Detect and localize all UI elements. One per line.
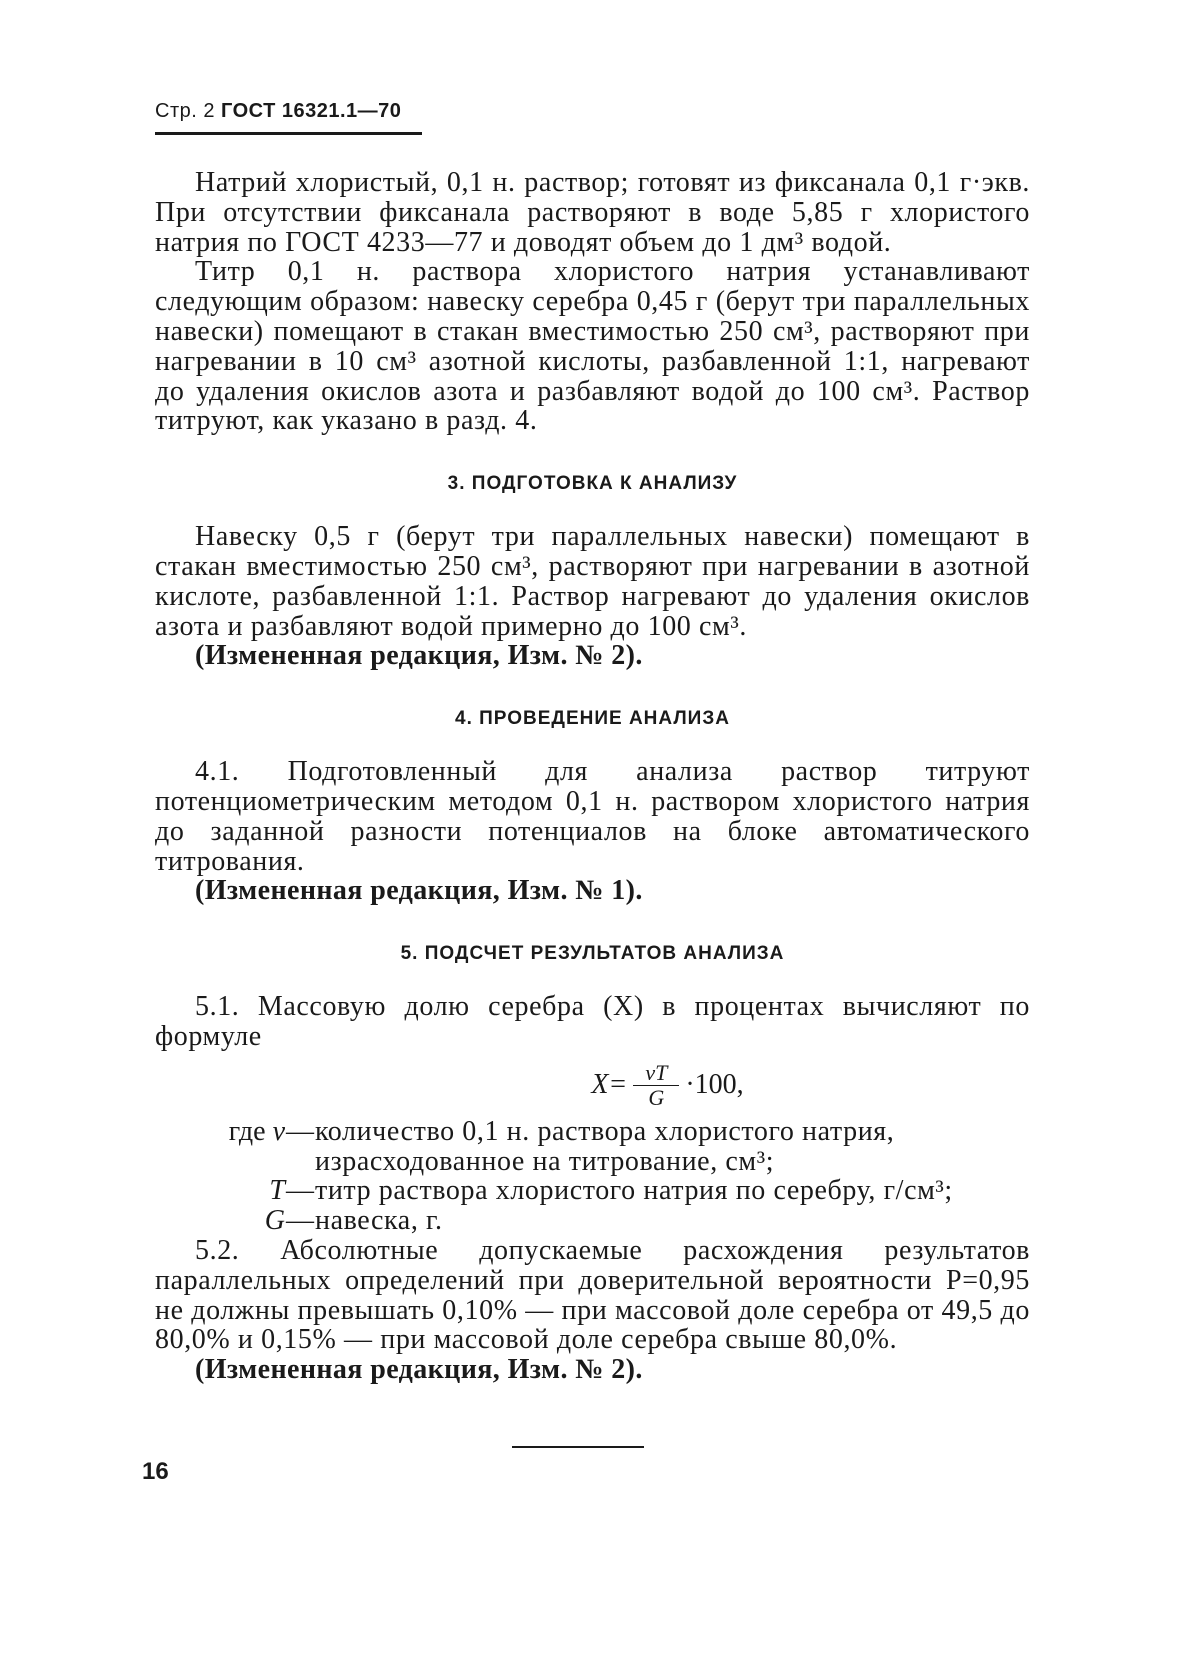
page-number: 16 — [142, 1458, 169, 1485]
formula — [305, 1059, 1030, 1110]
definition-dash: — — [286, 1205, 314, 1237]
section-3-heading: 3. ПОДГОТОВКА К АНАЛИЗУ — [447, 473, 738, 495]
definition-symbol: v — [272, 1115, 285, 1147]
formula-lhs: X= — [591, 1069, 628, 1101]
formula-numerator: vT — [633, 1062, 679, 1086]
definition-dash: — — [286, 1115, 314, 1147]
definition-row — [155, 1117, 1030, 1177]
definition-dash: — — [286, 1175, 314, 1207]
section-4-heading: 4. ПРОВЕДЕНИЕ АНАЛИЗА — [455, 708, 730, 730]
definitions-list — [155, 1117, 1030, 1236]
section-3-edit-note: (Измененная редакция, Изм. № 2). — [195, 640, 643, 672]
header-rule — [155, 132, 422, 135]
definition-row — [155, 1176, 1030, 1206]
intro-paragraph-1: Натрий хлористый, 0,1 н. раствор; готовят из фиксанала 0,1 г·экв. При отсутствии фиксанала растворяют в воде 5,85 г хлористого натрия по ГОСТ 4233—77 и доводят объем до 1 дм³ водой. — [155, 167, 1030, 258]
definition-row — [155, 1206, 1030, 1236]
section-5-paragraph-1: 5.1. Массовую долю серебра (X) в процентах вычисляют по формуле — [155, 991, 1030, 1052]
definition-text: количество 0,1 н. раствора хлористого натрия, израсходованное на титрование, см³; — [315, 1115, 895, 1177]
section-5-paragraph-2: 5.2. Абсолютные допускаемые расхождения результатов параллельных определений при доверительной вероятности P=0,95 не должны превышать 0,10% — при массовой доле серебра от 49,5 до 80,0% и 0,15% — при массовой доле серебра свыше 80,0%. — [155, 1234, 1030, 1356]
formula-denominator: G — [648, 1084, 665, 1110]
formula-fraction — [633, 1059, 679, 1110]
section-4-paragraph: 4.1. Подготовленный для анализа раствор титруют потенциометрическим методом 0,1 н. раствором хлористого натрия до заданной разности потенциалов на блоке автоматического титрования. — [155, 756, 1030, 877]
section-4-edit-note: (Измененная редакция, Изм. № 1). — [195, 875, 643, 907]
document-body — [155, 168, 1030, 1385]
definition-symbol: G — [264, 1205, 285, 1237]
section-5-heading: 5. ПОДСЧЕТ РЕЗУЛЬТАТОВ АНАЛИЗА — [400, 943, 785, 965]
footer-rule — [512, 1446, 644, 1448]
standard-number: ГОСТ 16321.1—70 — [221, 100, 402, 122]
where-word: где — [228, 1115, 266, 1147]
definition-text: навеска, г. — [315, 1205, 443, 1237]
definition-symbol: T — [269, 1175, 285, 1207]
definition-text: титр раствора хлористого натрия по серебру, г/см³; — [315, 1175, 953, 1207]
page-label: Стр. 2 — [155, 100, 215, 122]
page-header — [155, 100, 401, 123]
section-5-edit-note: (Измененная редакция, Изм. № 2). — [195, 1354, 643, 1386]
intro-paragraph-2: Титр 0,1 н. раствора хлористого натрия устанавливают следующим образом: навеску серебра 0,45 г (берут три параллельных навески) помещают в стакан вместимостью 250 см³, растворяют при нагревании в 10 см³ азотной кислоты, разбавленной 1:1, нагревают до удаления окислов азота и разбавляют водой до 100 см³. Раствор титруют, как указано в разд. 4. — [155, 256, 1030, 437]
section-3-paragraph: Навеску 0,5 г (берут три параллельных навески) помещают в стакан вместимостью 250 см³, растворяют при нагревании в азотной кислоте, разбавленной 1:1. Раствор нагревают до удаления окислов азота и разбавляют водой примерно до 100 см³. — [155, 521, 1030, 642]
formula-rhs: ·100, — [685, 1069, 744, 1101]
